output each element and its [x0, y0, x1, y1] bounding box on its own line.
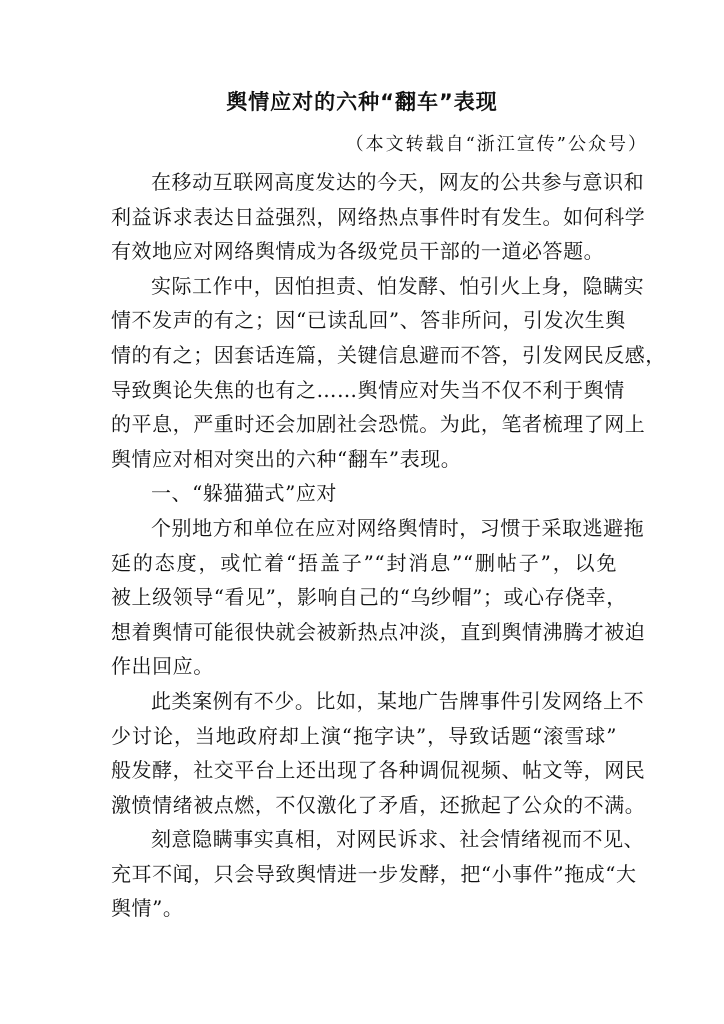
- text-line: 一、“躲猫猫式”应对: [151, 481, 337, 506]
- text-line: 激愤情绪被点燃，不仅激化了矛盾，还掀起了公众的不满。: [111, 792, 646, 817]
- text-line: 个别地方和单位在应对网络舆情时，习惯于采取逃避拖: [151, 515, 645, 540]
- text-line: 有效地应对网络舆情成为各级党员干部的一道必答题。: [111, 239, 605, 264]
- text-line: 被上级领导“看见”，影响自己的“乌纱帽”；或心存侥幸，: [111, 585, 627, 610]
- text-line: 此类案例有不少。比如，某地广告牌事件引发网络上不: [151, 688, 645, 713]
- document-title: 舆情应对的六种“翻车”表现: [226, 90, 498, 114]
- text-line: 作出回应。: [111, 654, 214, 679]
- text-line: 实际工作中，因怕担责、怕发酵、怕引火上身，隐瞒实: [151, 273, 645, 298]
- text-line: 刻意隐瞒事实真相，对网民诉求、社会情绪视而不见、: [151, 827, 645, 852]
- text-line: 在移动互联网高度发达的今天，网友的公共参与意识和: [151, 170, 645, 194]
- body-text: [111, 165, 666, 926]
- text-line: 舆情”。: [111, 896, 184, 921]
- text-line: 般发酵，社交平台上还出现了各种调侃视频、帖文等，网民: [111, 758, 646, 783]
- text-line: 想着舆情可能很快就会被新热点冲淡，直到舆情沸腾才被迫: [111, 619, 646, 644]
- text-line: 延的态度，或忙着“捂盖子”“封消息”“删帖子”，以免: [111, 550, 617, 575]
- text-line: 情的有之；因套话连篇，关键信息避而不答，引发网民反感，: [111, 342, 666, 367]
- text-line: 充耳不闻，只会导致舆情进一步发酵，把“小事件”拖成“大: [111, 861, 637, 886]
- source-note: （本文转载自“浙江宣传”公众号）: [345, 134, 648, 155]
- text-line: 导致舆论失焦的也有之……舆情应对失当不仅不利于舆情: [111, 377, 625, 402]
- text-line: 情不发声的有之；因“已读乱回”、答非所问，引发次生舆: [111, 308, 626, 333]
- text-line: 舆情应对相对突出的六种“翻车”表现。: [111, 446, 462, 471]
- text-line: 的平息，严重时还会加剧社会恐慌。为此，笔者梳理了网上: [111, 412, 646, 437]
- text-line: 利益诉求表达日益强烈，网络热点事件时有发生。如何科学: [111, 204, 646, 229]
- text-line: 少讨论，当地政府却上演“拖字诀”，导致话题“滚雪球”: [111, 723, 617, 748]
